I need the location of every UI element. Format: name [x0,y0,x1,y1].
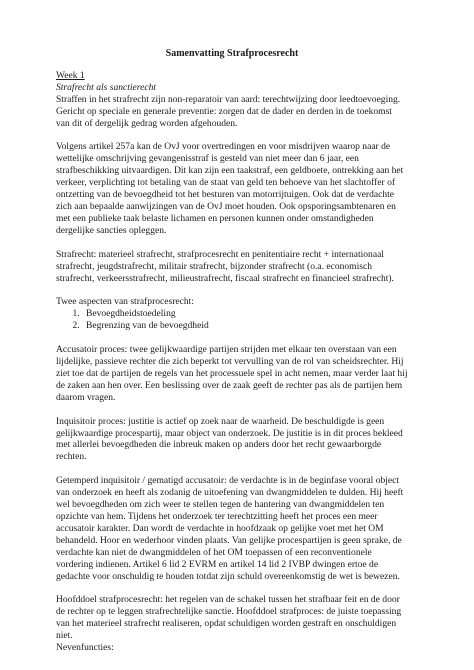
list-item: 1. Bevoegdheidstoedeling [82,308,408,320]
paragraph-two-aspects: Twee aspecten van strafprocesrecht: [56,296,194,308]
paragraph-accusatoir: Accusatoir proces: twee gelijkwaardige partijen strijden met elkaar ten overstaan van een lijdelijke, passieve rechter die zich beperkt tot vervulling van de rol van scheidsrechter. Hij ziet toe dat de partijen de regels van het processuele spel in acht nemen, maar verder laat hij de zaken aan hen over. Een beslissing over de zaak geeft de rechter pas als de partijen hem daarom vragen. [56,344,408,403]
paragraph-article-257a: Volgens artikel 257a kan de OvJ voor overtredingen en voor misdrijven waarop naar de wettelijke omschrijving gevangenisstraf is gesteld van niet meer dan 6 jaar, een strafbeschikking uitvaardigen. Dit kan zijn een taakstraf, een geldboete, ontrekking aan het verkeer, verplichting tot betaling van de staat van geld ten behoeve van het slachtoffer of ontzetting van de bevoegdheid tot het besturen van motorrijtuigen. Ook dat de verdachte zich aan bepaalde aanwijzingen van de OvJ moet houden. Ook opsporingsambtenaren en met een publieke taak belaste lichamen en personen kunnen onder omstandigheden dergelijke sancties opleggen. [56,141,404,236]
paragraph-strafrecht: Strafrecht: materieel strafrecht, strafprocesrecht en penitentiaire recht + internationaal strafrecht, jeugdstrafrecht, militair strafrecht, bijzonder strafrecht (o.a. economisch strafrecht, verkeersstrafrecht, milieustrafrecht, fiscaal strafrecht en financieel strafrecht). [56,248,394,284]
document-title: Samenvatting Strafprocesrecht [165,48,299,59]
list-item: 2. Begrenzing van de bevoegdheid [82,320,408,332]
paragraph-sanctions: Straffen in het strafrecht zijn non-reparatoir van aard: terechtwijzing door leedtoevoeging. Gericht op speciale en generale preventie: zorgen dat de dader en derden in de toekomst van dit of dergelijk gedrag worden afgehouden. [56,93,401,129]
section-subtitle: Strafrecht als sanctierecht [56,81,157,93]
paragraph-hoofddoel: Hoofddoel strafprocesrecht: het regelen van de schakel tussen het strafbaar feit en de door de rechter op te leggen strafrechtelijke sanctie. Hoofddoel strafproces: de juiste toepassing van het materieel strafrecht realiseren, opdat schuldigen worden gestraft en onschuldigen niet. [56,594,402,642]
paragraph-getemperd: Getemperd inquisitoir / gematigd accusatoir: de verdachte is in de beginfase vooral object van onderzoek en heeft als zodanig de uitoefening van dwangmiddelen te dulden. Hij heeft wel bevoegdheden om zich weer te stellen tegen de hantering van dwangmiddelen ten opzichte van hem. Tijdens het onderzoek ter terechtzitting heeft het proces een meer accusatoir karakter. Dan wordt de verdachte in hoofdzaak op gelijke voet met het OM behandeld. Hoor en wederhoor vinden plaats. Van gelijke procespartijen is geen sprake, de verdachte kan niet de dwangmiddelen of het OM toepassen of een reconventionele vordering indienen. Artikel 6 lid 2 EVRM en artikel 14 lid 2 IVBP dwingen ertoe de gedachte voor onschuldig te houden totdat zijn schuld overeenkomstig de wet is bewezen. [56,475,404,582]
paragraph-inquisitoir: Inquisitoir proces: justitie is actief op zoek naar de waarheid. De beschuldigde is geen gelijkwaardige procespartij, maar object van onderzoek. De justitie is in dit proces bekleed met allerlei bevoegdheden die inbreuk maken op anders door het recht gewaarborgde rechten. [56,415,403,463]
week-heading: Week 1 [56,69,85,81]
nevenfuncties-label: Nevenfuncties: [56,642,114,654]
aspects-list [56,308,408,332]
